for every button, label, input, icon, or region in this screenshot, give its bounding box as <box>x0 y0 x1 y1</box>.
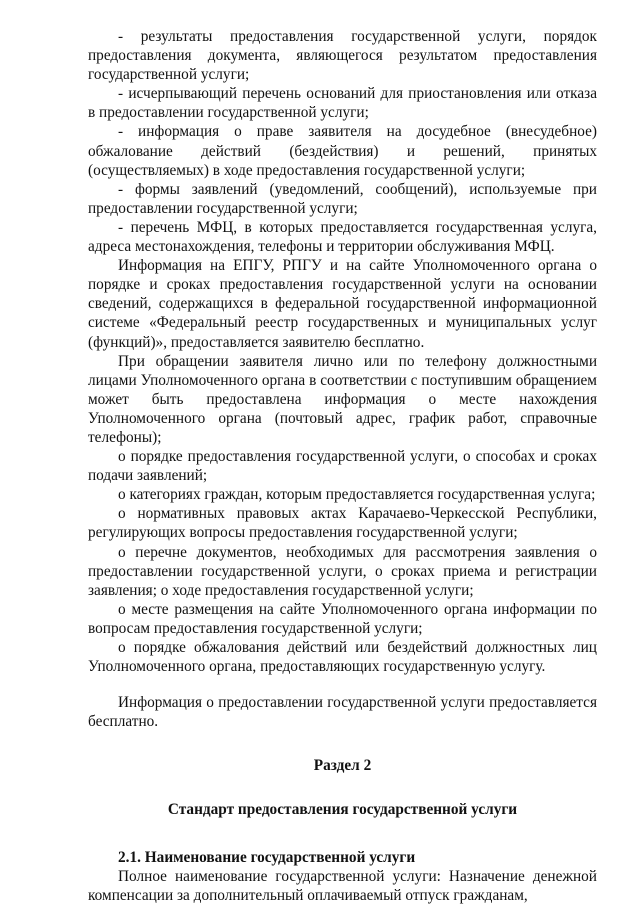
page-text <box>88 27 597 905</box>
paragraph: о месте размещения на сайте Уполномоченного органа информации по вопросам предоставления государственной услуги; <box>88 600 597 637</box>
spacer <box>88 820 597 848</box>
subsection-heading: 2.1. Наименование государственной услуги <box>118 848 416 866</box>
paragraph: о категориях граждан, которым предоставляется государственная услуга; <box>118 486 596 504</box>
spacer <box>88 676 597 693</box>
spacer <box>88 775 597 800</box>
paragraph: - формы заявлений (уведомлений, сообщений), используемые при предоставлении государственной услуги; <box>88 180 597 217</box>
paragraph: - результаты предоставления государственной услуги, порядок предоставления документа, являющегося результатом предоставления государственной услуги; <box>88 28 597 84</box>
subsection-text: Полное наименование государственной услуги: Назначение денежной компенсации за дополнительный оплачиваемый отпуск гражданам, <box>88 867 597 904</box>
paragraph: о порядке предоставления государственной услуги, о способах и сроках подачи заявлений; <box>88 448 597 485</box>
paragraph: о порядке обжалования действий или бездействий должностных лиц Уполномоченного органа, предоставляющих государственную услугу. <box>88 639 597 676</box>
paragraph: При обращении заявителя лично или по телефону должностными лицами Уполномоченного органа в соответствии с поступившим обращением может быть предоставлена информация о месте нахождения Уполномоченного органа (почтовый адрес, график работ, справочные телефоны); <box>88 352 597 446</box>
paragraph: - исчерпывающий перечень оснований для приостановления или отказа в предоставлении государственной услуги; <box>88 85 597 122</box>
section-title: Раздел 2 <box>313 757 372 775</box>
paragraph: о перечне документов, необходимых для рассмотрения заявления о предоставлении государственной услуги, о сроках приема и регистрации заявления; о ходе предоставления государственной услуги; <box>88 543 597 599</box>
paragraph: - перечень МФЦ, в которых предоставляется государственная услуга, адреса местонахождения, телефоны и территории обслуживания МФЦ. <box>88 218 597 256</box>
section-subtitle: Стандарт предоставления государственной услуги <box>167 801 518 819</box>
paragraph: Информация на ЕПГУ, РПГУ и на сайте Уполномоченного органа о порядке и сроках предоставления государственной услуги на основании сведений, содержащихся в федеральной государственной информационной системе «Федеральный реестр государственных и муниципальных услуг (функций)», предоставляется заявителю бесплатно. <box>88 257 597 351</box>
paragraph: о нормативных правовых актах Карачаево-Черкесской Республики, регулирующих вопросы предоставления государственной услуги; <box>88 505 597 542</box>
paragraph: - информация о праве заявителя на досудебное (внесудебное) обжалование действий (бездействия) и решений, принятых (осуществляемых) в ходе предоставления государственной услуги; <box>88 123 597 179</box>
spacer <box>88 731 597 756</box>
free-info-paragraph: Информация о предоставлении государственной услуги предоставляется бесплатно. <box>88 694 597 731</box>
